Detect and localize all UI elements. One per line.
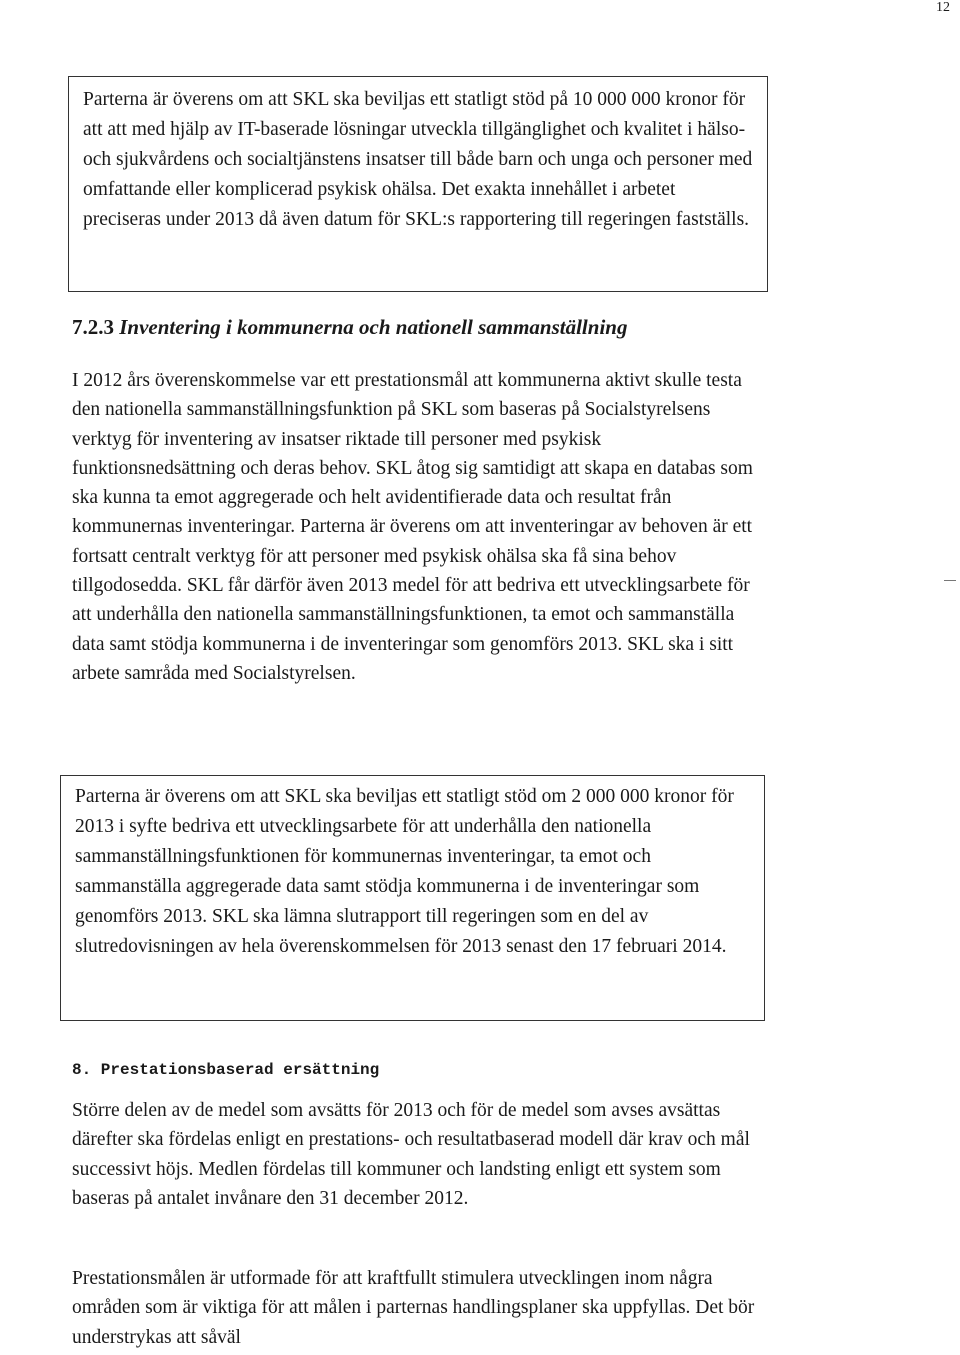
agreement-box-it-support [68, 76, 768, 292]
subsection-heading [72, 312, 627, 342]
agreement-box-inventering [60, 775, 765, 1021]
body-paragraph-inventering: I 2012 års överenskommelse var ett prestationsmål att kommunerna aktivt skulle testa den nationella sammanställningsfunktion på SKL som baseras på Socialstyrelsens verktyg för inventering av insatser riktade till personer med psykisk funktionsnedsättning och deras behov. SKL åtog sig samtidigt att skapa en databas som ska kunna ta emot aggregerade och helt avidentifierade data och resultat från kommunernas inventeringar. Parterna är överens om att inventeringar av behoven är ett fortsatt centralt verktyg för att personer med psykisk ohälsa ska få sina behov tillgodosedda. SKL får därför även 2013 medel för att bedriva ett utvecklingsarbete för att underhålla den nationella sammanställningsfunktionen, ta emot och sammanställa data samt stödja kommunerna i de inventeringar som genomförs 2013. SKL ska i sitt arbete samråda med Socialstyrelsen. [72, 370, 753, 684]
subsection-title: Inventering i kommunerna och nationell sammanställning [119, 315, 628, 339]
agreement-box-text: Parterna är överens om att SKL ska beviljas ett statligt stöd på 10 000 000 kronor för att att med hjälp av IT-baserade lösningar utveckla tillgänglighet och kvalitet i hälso- och sjukvårdens och socialtjänstens insatser till både barn och unga och personer med omfattande eller komplicerad psykisk ohälsa. Det exakta innehållet i arbetet preciseras under 2013 då även datum för SKL:s rapportering till regeringen fastställs. [83, 89, 753, 230]
section-heading: 8. Prestationsbaserad ersättning [72, 1061, 380, 1079]
subsection-number: 7.2.3 [72, 315, 114, 339]
page-number: 12 [936, 0, 950, 15]
margin-mark [944, 580, 956, 581]
agreement-box-text: Parterna är överens om att SKL ska beviljas ett statligt stöd om 2 000 000 kronor för 2013 i syfte bedriva ett utvecklingsarbete för att underhålla den nationella sammanställningsfunktionen för kommunernas inventeringar, ta emot och sammanställa aggregerade data samt stödja kommunerna i de inventeringar som genomförs 2013. SKL ska lämna slutrapport till regeringen som en del av slutredovisningen av hela överenskommelsen för 2013 senast den 17 februari 2014. [75, 786, 734, 957]
body-paragraph-prestationsmal: Prestationsmålen är utformade för att kraftfullt stimulera utvecklingen inom några områden som är viktiga för att målen i parternas handlingsplaner ska uppfyllas. Det bör understrykas att såväl [72, 1268, 755, 1348]
body-paragraph-medel: Större delen av de medel som avsätts för 2013 och för de medel som avses avsättas därefter ska fördelas enligt en prestations- och resultatbaserad modell där krav och mål successivt höjs. Medlen fördelas till kommuner och landsting enligt ett system som baseras på antalet invånare den 31 december 2012. [72, 1100, 750, 1209]
